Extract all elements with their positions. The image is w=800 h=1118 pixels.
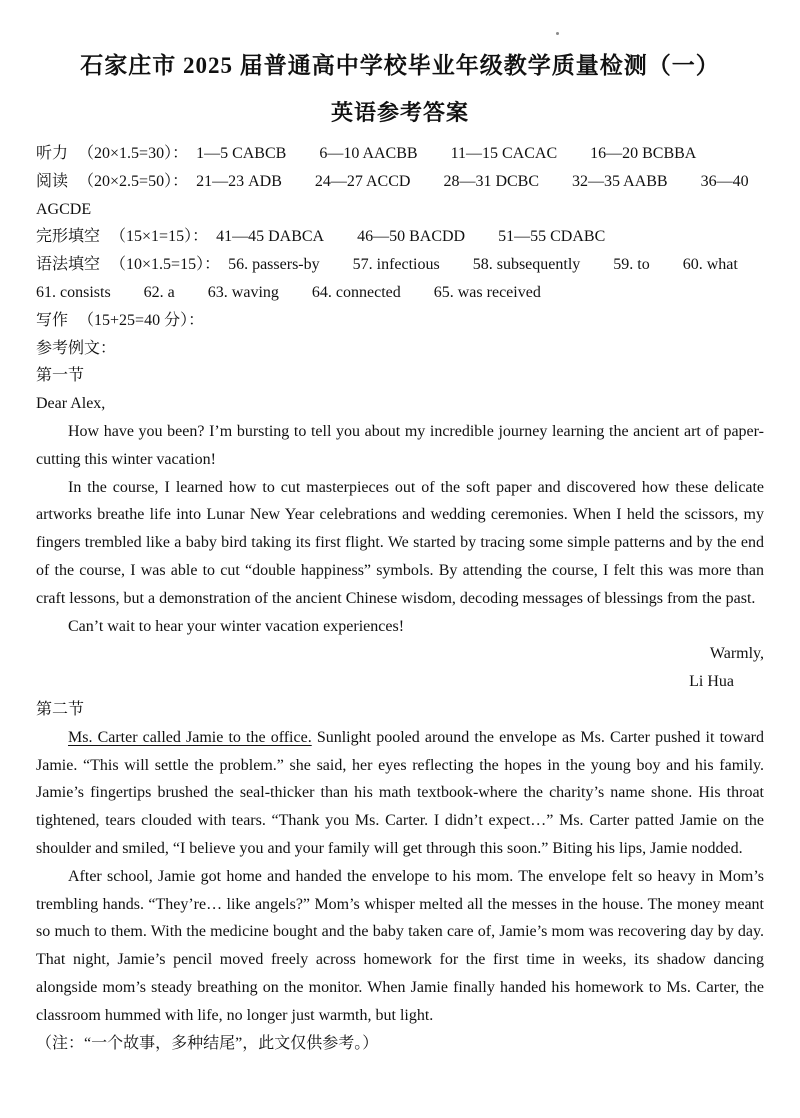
grammar-answers-line-1 <box>36 251 764 279</box>
part1-label: 第一节 <box>36 367 85 385</box>
answer-group: 24—27 ACCD <box>314 172 411 190</box>
reading-overflow-line <box>36 196 764 224</box>
page-title: 石家庄市 2025 届普通高中学校毕业年级教学质量检测（一） <box>80 53 720 78</box>
cloze-section-label: 完形填空 <box>36 228 101 246</box>
note-line: （注：“一个故事，多种结尾”，此文仅供参考。） <box>36 1034 379 1052</box>
answer-group: 11—15 CACAC <box>450 145 558 162</box>
answer-group: 51—55 CDABC <box>498 228 606 246</box>
answer-item: 64. connected <box>311 283 401 301</box>
answer-item: 62. a <box>143 283 175 301</box>
answer-item: 60. what <box>682 256 738 274</box>
grammar-section-label: 语法填空 <box>36 256 101 274</box>
stray-mark <box>556 32 559 35</box>
paragraph-text: Sunlight pooled around the envelope as Ms. Carter pushed it toward Jamie. “This will settle the problem.” she said, her eyes reflecting the hopes in the young boy and his family. Jamie’s fingertips brushed the seal-thicker than his math textbook-where the charity’s name shone. His throat tightened, tears clouded with tears. “Thank you Ms. Carter. I didn’t expect…” Ms. Carter patted Jamie on the shoulder and smiled, “I believe you and your family will get through this soon.” Biting his lips, Jamie nodded. <box>36 728 764 857</box>
salutation: Dear Alex, <box>36 395 106 413</box>
sample-essay-label: 参考例文： <box>36 339 117 357</box>
essay-paragraph-2: In the course, I learned how to cut masterpieces out of the soft paper and discovered how these delicate artworks breathe life into Lunar New Year celebrations and wedding ceremonies. When I held the scissors, my fingers trembled like a baby bird taking its first flight. We started by tracing some simple patterns and by the end of the course, I was able to cut “double happiness” symbols. By attending the course, I felt this was more than craft lessons, but a demonstration of the ancient Chinese wisdom, decoding messages of blessings from the past. <box>36 478 764 607</box>
answer-group: 1—5 CABCB <box>196 145 287 162</box>
answer-item: 58. subsequently <box>472 256 581 274</box>
writing-scoring: （15+25=40 分）： <box>78 311 205 329</box>
cloze-scoring: （15×1=15）： <box>110 228 209 246</box>
answer-group: 16—20 BCBBA <box>590 145 697 162</box>
answer-group: 41—45 DABCA <box>216 228 325 246</box>
essay-paragraph-5: After school, Jamie got home and handed the envelope to his mom. The envelope felt so heavy in Mom’s trembling hands. “They’re… like angels?” Mom’s whisper melted all the messes in the house. The money meant so much to them. With the medicine bought and the baby taken care of, Jamie’s mom was recovering day by day. That night, Jamie’s pencil moved freely across homework for the first time in weeks, its shadow dancing alongside mom’s steady breathing on the monitor. When Jamie finally handed his homework to Ms. Carter, the classroom hummed with life, no longer just warmth, but light. <box>36 867 764 1024</box>
essay-paragraph-4 <box>36 724 764 863</box>
essay-paragraph-1: How have you been? I’m bursting to tell you about my incredible journey learning the ancient art of paper-cutting this winter vacation! <box>36 422 764 468</box>
answer-group: 6—10 AACBB <box>319 145 418 162</box>
answer-item: 56. passers-by <box>228 256 320 274</box>
writing-score-line <box>36 307 764 335</box>
part2-label: 第二节 <box>36 700 85 718</box>
answer-group: AGCDE <box>36 200 92 218</box>
content <box>36 140 764 1057</box>
grammar-scoring: （10×1.5=15）： <box>110 256 221 274</box>
answer-item: 65. was received <box>433 283 541 301</box>
page-subtitle: 英语参考答案 <box>330 100 469 125</box>
answer-group: 32—35 AABB <box>572 172 668 190</box>
answer-item: 61. consists <box>36 283 111 301</box>
reading-scoring: （20×2.5=50）： <box>78 172 189 190</box>
continuation-lead-sentence: Ms. Carter called Jamie to the office. <box>68 728 312 746</box>
answer-group: 21—23 ADB <box>196 172 282 190</box>
grammar-answers-line-2 <box>36 279 764 307</box>
cloze-answers-line <box>36 223 764 251</box>
answer-group: 36—40 <box>700 172 749 190</box>
reading-answers-line <box>36 168 764 196</box>
answer-item: 57. infectious <box>352 256 440 274</box>
answer-item: 59. to <box>613 256 650 274</box>
answer-group: 28—31 DCBC <box>443 172 540 190</box>
listening-scoring: （20×1.5=30）： <box>78 145 189 162</box>
answer-group: 46—50 BACDD <box>357 228 466 246</box>
reading-section-label: 阅读 <box>36 172 69 190</box>
listening-section-label: 听力 <box>36 145 69 162</box>
essay-paragraph-3: Can’t wait to hear your winter vacation experiences! <box>68 617 405 635</box>
writing-section-label: 写作 <box>36 311 69 329</box>
listening-answers-line <box>36 140 764 168</box>
letter-signature: Li Hua <box>689 673 734 691</box>
letter-closing: Warmly, <box>709 645 764 663</box>
answer-item: 63. waving <box>207 283 279 301</box>
